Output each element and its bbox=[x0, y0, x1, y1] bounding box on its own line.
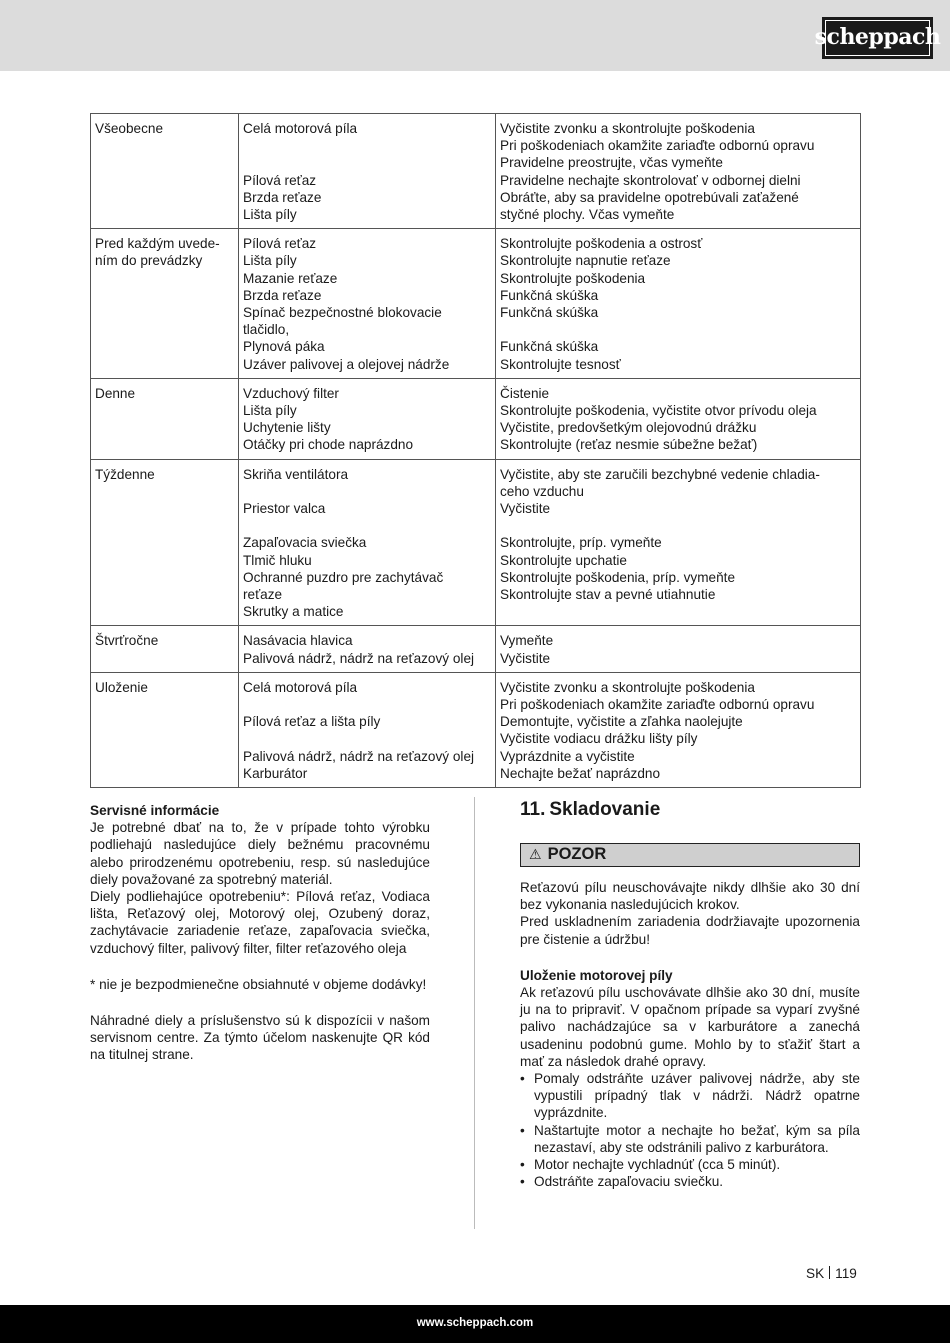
cell-line: Pri poškodeniach okamžite zariaďte odbornú opravu bbox=[500, 138, 815, 154]
cell-line: Vyčistite bbox=[500, 650, 551, 666]
cell-line: Priestor valca bbox=[243, 501, 326, 517]
action-cell bbox=[496, 229, 861, 379]
service-paragraph-2: Diely podliehajúce opotrebeniu*: Pílová reťaz, Vodiaca lišta, Reťazový olej, Motorový olej, Ozubený doraz, zachytávacie zariadenie reťaze, zapaľovacia sviečka, vzduchový filter, palivový filter, filter reťazového oleja bbox=[90, 889, 430, 956]
cell-line: Plynová páka bbox=[243, 339, 325, 355]
section-title bbox=[520, 797, 860, 823]
language-code: SK bbox=[806, 1266, 825, 1281]
table-row bbox=[91, 626, 861, 672]
cell-line bbox=[243, 483, 491, 500]
cell-line: Demontujte, vyčistite a zľahka naolejujte bbox=[500, 714, 743, 730]
action-cell bbox=[496, 626, 861, 672]
cell-line: Vymeňte bbox=[500, 633, 554, 649]
cell-line: Skontrolujte stav a pevné utiahnutie bbox=[500, 587, 716, 603]
table-row bbox=[91, 114, 861, 229]
footer-bar bbox=[0, 1305, 950, 1343]
cell-line: Uchytenie lišty bbox=[243, 420, 331, 436]
cell-line bbox=[243, 517, 491, 534]
cell-line: Pravidelne nechajte skontrolovať v odbornej dielni bbox=[500, 172, 801, 188]
cell-line: Obráťte, aby sa pravidelne opotrebúvali zaťažené bbox=[500, 189, 799, 205]
cell-line: Vyčistite bbox=[500, 501, 551, 517]
page-separator bbox=[829, 1266, 830, 1279]
action-cell bbox=[496, 672, 861, 787]
cell-line: Vyčistite vodiacu drážku lišty píly bbox=[500, 731, 698, 747]
cell-line: Nasávacia hlavica bbox=[243, 633, 353, 649]
maintenance-table bbox=[90, 113, 861, 788]
storage-section bbox=[520, 797, 860, 1190]
page-number bbox=[806, 1265, 857, 1282]
cell-line: Skrutky a matice bbox=[243, 604, 344, 620]
cell-line: Brzda reťaze bbox=[243, 287, 322, 303]
list-item: • Pomaly odstráňte uzáver palivovej nádrže, aby ste vypustili prípadný tlak v nádrži. Nádrž opatrne vyprázdnite. bbox=[520, 1070, 860, 1122]
cell-line: Tlmič hluku bbox=[243, 552, 312, 568]
cell-line: Uloženie bbox=[95, 679, 148, 695]
service-paragraph-3: Náhradné diely a príslušenstvo sú k dispozícii v našom servisnom centre. Za týmto účelom naskenujte QR kód na titulnej strane. bbox=[90, 1013, 430, 1063]
website-url: www.scheppach.com bbox=[416, 1317, 534, 1330]
cell-line: Vyčistite zvonku a skontrolujte poškodenia bbox=[500, 679, 755, 695]
action-cell bbox=[496, 378, 861, 459]
cell-line: Čistenie bbox=[500, 385, 550, 401]
cell-line: ním do prevádzky bbox=[95, 253, 203, 269]
list-item: • Motor nechajte vychladnúť (cca 5 minút). bbox=[520, 1156, 860, 1173]
cell-line: Týždenne bbox=[95, 466, 155, 482]
component-cell bbox=[239, 114, 496, 229]
warning-box bbox=[520, 843, 860, 867]
storage-subheading: Uloženie motorovej píly bbox=[520, 967, 673, 983]
cell-line: Brzda reťaze bbox=[243, 189, 322, 205]
table-row bbox=[91, 378, 861, 459]
cell-line bbox=[243, 696, 491, 713]
cell-line: Skontrolujte poškodenia, príp. vymeňte bbox=[500, 569, 736, 585]
cell-line: Spínač bezpečnostné blokovacie bbox=[243, 305, 442, 321]
cell-line bbox=[243, 154, 491, 171]
cell-line: Skriňa ventilátora bbox=[243, 466, 349, 482]
action-cell bbox=[496, 459, 861, 626]
cell-line: Pri poškodeniach okamžite zariaďte odbornú opravu bbox=[500, 697, 815, 713]
brand-name: scheppach bbox=[814, 24, 941, 51]
component-cell bbox=[239, 459, 496, 626]
section-number: 11. bbox=[520, 799, 546, 820]
action-cell bbox=[496, 114, 861, 229]
cell-line: Palivová nádrž, nádrž na reťazový olej bbox=[243, 748, 475, 764]
period-cell bbox=[91, 229, 239, 379]
cell-line: Skontrolujte napnutie reťaze bbox=[500, 253, 671, 269]
brand-logo bbox=[814, 17, 941, 59]
cell-line: Denne bbox=[95, 385, 136, 401]
table-row bbox=[91, 672, 861, 787]
service-info-section bbox=[90, 802, 430, 1064]
service-paragraph-1: Je potrebné dbať na to, že v prípade tohto výrobku podliehajú nasledujúce diely bežnému pracovnému alebo prirodzenému opotrebeniu, resp. sú nasledujúce diely považované za spotrebný materiál. bbox=[90, 820, 430, 887]
cell-line: styčné plochy. Včas vymeňte bbox=[500, 207, 675, 223]
header-bar bbox=[0, 0, 950, 71]
cell-line: Vyprázdnite a vyčistite bbox=[500, 748, 635, 764]
cell-line: Skontrolujte, príp. vymeňte bbox=[500, 535, 662, 551]
list-item: • Odstráňte zapaľovaciu sviečku. bbox=[520, 1173, 860, 1190]
list-item: • Naštartujte motor a nechajte ho bežať, kým sa píla nezastaví, aby ste odstránili palivo z karburátora. bbox=[520, 1122, 860, 1156]
cell-line: Vyčistite, predovšetkým olejovodnú drážku bbox=[500, 420, 757, 436]
logo-frame bbox=[825, 20, 930, 56]
cell-line: Pílová reťaz a lišta píly bbox=[243, 714, 381, 730]
storage-paragraph-3: Ak reťazovú pílu uschovávate dlhšie ako 30 dní, musíte ju na to pripraviť. V opačnom prípade sa vyparí zvyšné palivo nachádzajúce sa v karburátore a zanechá usadeninu podobnú gume. Mohlo by to sťažiť štart a mať za následok drahé opravy. bbox=[520, 985, 860, 1069]
cell-line: Nechajte bežať naprázdno bbox=[500, 765, 661, 781]
cell-line: Pravidelne preostrujte, včas vymeňte bbox=[500, 155, 723, 171]
period-cell bbox=[91, 114, 239, 229]
storage-paragraph-2: Pred uskladnením zariadenia dodržiavajte upozornenia pre čistenie a údržbu! bbox=[520, 914, 860, 947]
component-cell bbox=[239, 672, 496, 787]
period-cell bbox=[91, 459, 239, 626]
cell-line: Pílová reťaz bbox=[243, 172, 317, 188]
cell-line: Skontrolujte poškodenia, vyčistite otvor prívodu oleja bbox=[500, 403, 817, 419]
cell-line: tlačidlo, bbox=[243, 322, 290, 338]
cell-line: Skontrolujte tesnosť bbox=[500, 356, 621, 372]
period-cell bbox=[91, 378, 239, 459]
service-footnote: * nie je bezpodmienečne obsiahnuté v objeme dodávky! bbox=[90, 976, 427, 992]
cell-line: ceho vzduchu bbox=[500, 483, 584, 499]
cell-line: Celá motorová píla bbox=[243, 679, 358, 695]
warning-label: POZOR bbox=[547, 845, 607, 864]
cell-line: Otáčky pri chode naprázdno bbox=[243, 437, 414, 453]
cell-line bbox=[500, 321, 856, 338]
cell-line: Všeobecne bbox=[95, 121, 164, 136]
cell-line bbox=[500, 517, 856, 534]
column-divider bbox=[474, 797, 475, 1229]
cell-line: Ochranné puzdro pre zachytávač bbox=[243, 569, 444, 585]
period-cell bbox=[91, 626, 239, 672]
service-heading: Servisné informácie bbox=[90, 803, 220, 818]
component-cell bbox=[239, 229, 496, 379]
cell-line: Pílová reťaz bbox=[243, 236, 317, 252]
cell-line: Lišta píly bbox=[243, 403, 297, 419]
period-cell bbox=[91, 672, 239, 787]
component-cell bbox=[239, 626, 496, 672]
warning-icon: ⚠ bbox=[529, 846, 542, 863]
cell-line: Funkčná skúška bbox=[500, 339, 599, 355]
cell-line: Skontrolujte poškodenia bbox=[500, 270, 646, 286]
cell-line: Štvrťročne bbox=[95, 633, 159, 649]
cell-line: Funkčná skúška bbox=[500, 287, 599, 303]
maintenance-table-body bbox=[91, 114, 861, 788]
cell-line: Palivová nádrž, nádrž na reťazový olej bbox=[243, 650, 475, 666]
cell-line: Pred každým uvede- bbox=[95, 236, 220, 252]
storage-steps-list bbox=[520, 1070, 860, 1190]
cell-line: Vyčistite, aby ste zaručili bezchybné vedenie chladia- bbox=[500, 466, 820, 482]
table-row bbox=[91, 229, 861, 379]
cell-line bbox=[243, 730, 491, 747]
cell-line: Karburátor bbox=[243, 765, 308, 781]
cell-line: Funkčná skúška bbox=[500, 305, 599, 321]
storage-paragraph-1: Reťazovú pílu neuschovávajte nikdy dlhšie ako 30 dní bez vykonania nasledujúcich krokov. bbox=[520, 880, 860, 913]
section-title-text: Skladovanie bbox=[549, 799, 661, 820]
page-number-value: 119 bbox=[835, 1266, 857, 1281]
component-cell bbox=[239, 378, 496, 459]
cell-line: Zapaľovacia sviečka bbox=[243, 535, 367, 551]
cell-line: Mazanie reťaze bbox=[243, 270, 338, 286]
cell-line: Uzáver palivovej a olejovej nádrže bbox=[243, 356, 450, 372]
cell-line bbox=[243, 137, 491, 154]
cell-line: Lišta píly bbox=[243, 253, 297, 269]
cell-line: Skontrolujte upchatie bbox=[500, 552, 627, 568]
cell-line: Skontrolujte (reťaz nesmie súbežne bežať) bbox=[500, 437, 758, 453]
cell-line: reťaze bbox=[243, 587, 283, 603]
cell-line: Skontrolujte poškodenia a ostrosť bbox=[500, 236, 703, 252]
cell-line: Vzduchový filter bbox=[243, 385, 339, 401]
cell-line: Celá motorová píla bbox=[243, 121, 358, 136]
table-row bbox=[91, 459, 861, 626]
cell-line: Vyčistite zvonku a skontrolujte poškodenia bbox=[500, 121, 755, 136]
cell-line: Lišta píly bbox=[243, 206, 297, 222]
